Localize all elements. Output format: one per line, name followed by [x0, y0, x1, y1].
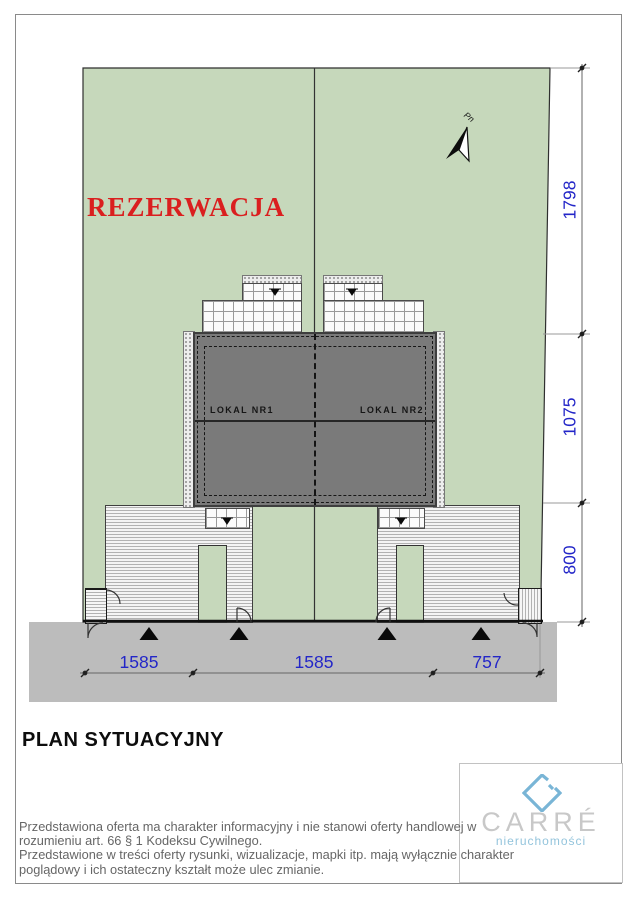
disclaimer-line-1: Przedstawiona oferta ma charakter informacyjny i nie stanowi oferty handlowej w — [19, 819, 477, 834]
north-label: Pn — [462, 109, 477, 125]
carre-diamond-icon — [522, 774, 562, 812]
entry-terrace-right — [378, 508, 425, 529]
disclaimer-line-2: rozumieniu art. 66 § 1 Kodeksu Cywilnego. — [19, 833, 263, 849]
dimension-bottom-1: 1585 — [119, 652, 159, 672]
reservation-label: REZERWACJA — [87, 192, 286, 222]
brand-name: CARRÉ — [481, 807, 601, 837]
disclaimer-text — [19, 820, 514, 877]
unit-label-2: LOKAL NR2 — [360, 405, 424, 415]
walkway-right — [396, 545, 424, 623]
dimension-right-2: 1075 — [559, 397, 580, 437]
brand-tagline: nieruchomości — [495, 834, 587, 848]
building-party-wall — [314, 334, 316, 505]
building-outline — [193, 332, 437, 507]
dimension-right-1: 1798 — [559, 180, 580, 220]
disclaimer-line-4: poglądowy i ich ostateczny kształt może ulec zmianie. — [19, 861, 325, 877]
page-title: PLAN SYTUACYJNY — [22, 729, 224, 751]
terrace-left — [202, 300, 302, 333]
gate-block-right — [518, 588, 542, 624]
dimension-bottom-2: 1585 — [294, 652, 334, 672]
unit-label-1: LOKAL NR1 — [210, 405, 274, 415]
walkway-left — [198, 545, 227, 623]
dimension-bottom-3: 757 — [472, 652, 502, 672]
entry-terrace-left — [205, 508, 250, 529]
dimension-right-3: 800 — [559, 545, 580, 575]
gate-block-left — [85, 588, 107, 624]
terrace-right — [323, 300, 424, 333]
disclaimer-line-3: Przedstawione w treści oferty rysunki, wizualizacje, mapki itp. mają wyłącznie charakter — [19, 847, 514, 863]
